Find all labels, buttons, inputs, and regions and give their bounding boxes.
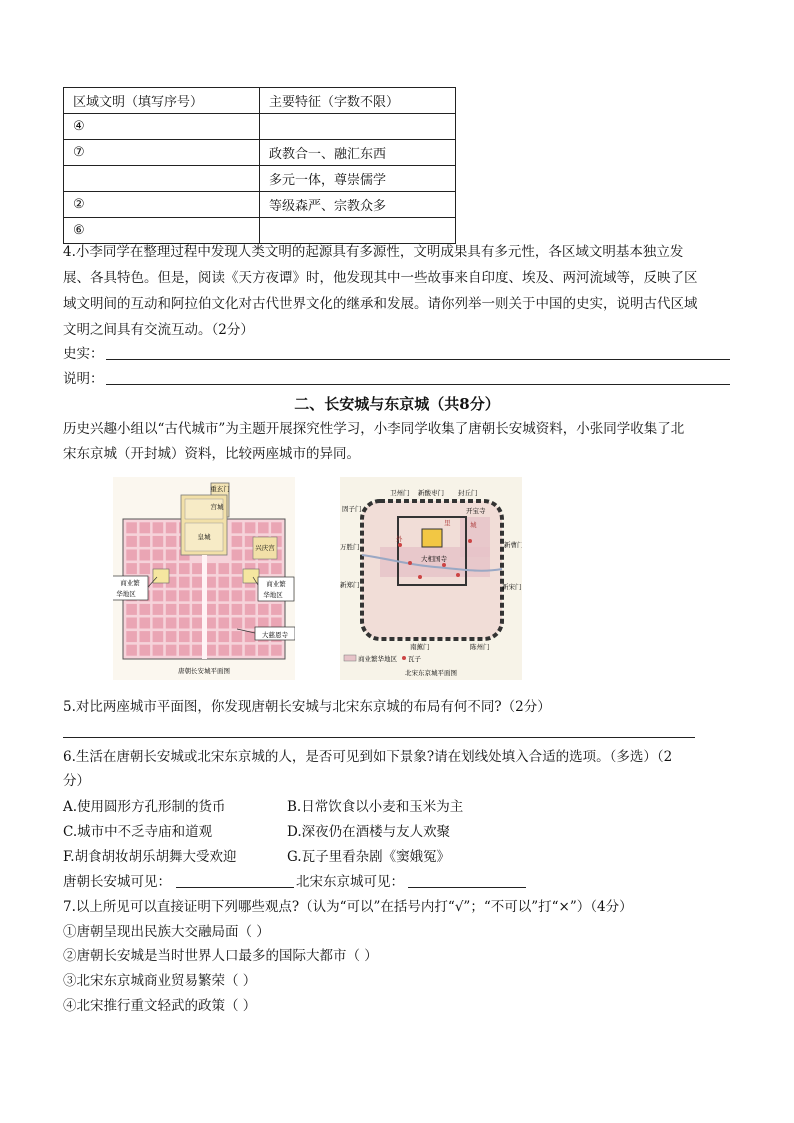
- dongjing-answer-line[interactable]: [408, 887, 526, 888]
- ward-block: [139, 549, 150, 561]
- legend-commercial: 商业繁华地区: [358, 655, 397, 663]
- ward-block: [245, 590, 256, 602]
- ward-block: [126, 549, 137, 561]
- map-label: 城: [470, 521, 477, 529]
- ward-block: [231, 617, 242, 629]
- ward-block: [218, 563, 229, 575]
- region-civilization-table: [63, 87, 456, 244]
- ward-block: [166, 590, 177, 602]
- q7-item[interactable]: ②唐朝长安城是当时世界人口最多的国际大都市（ ）: [63, 948, 378, 964]
- ward-block: [192, 576, 203, 588]
- gate-label: 封丘门: [458, 489, 478, 497]
- map-label: 皇城: [197, 533, 211, 541]
- ward-block: [245, 522, 256, 534]
- ward-block: [231, 563, 242, 575]
- ward-block: [126, 617, 137, 629]
- changan-map: [113, 477, 295, 680]
- q4-line: 域文明间的互动和阿拉伯文化对古代世界文化的继承和发展。请你列举一则关于中国的史实，说明古代区域: [63, 296, 698, 312]
- q6-line: 分）: [63, 773, 90, 789]
- ward-block: [139, 644, 150, 656]
- table-cell: 等级森严、宗教众多: [260, 192, 456, 218]
- ward-block: [192, 563, 203, 575]
- map-label: 大相国寺: [421, 555, 447, 563]
- ward-block: [126, 563, 137, 575]
- option-b: B.日常饮食以小麦和玉米为主: [287, 799, 464, 815]
- changan-map-graphic: [113, 477, 295, 680]
- gate-label: 卫州门: [390, 489, 410, 497]
- table-cell[interactable]: [64, 166, 260, 192]
- ward-block: [166, 536, 177, 548]
- dongjing-map-graphic: [340, 477, 522, 680]
- ward-block: [166, 604, 177, 616]
- ward-block: [152, 631, 163, 643]
- table-cell: ⑥: [64, 218, 260, 244]
- gate-label: 新曹门: [504, 541, 522, 549]
- map-callout-right: 商业繁: [266, 580, 286, 588]
- changan-answer-line[interactable]: [176, 887, 294, 888]
- ward-block: [139, 604, 150, 616]
- table-header-cell: 主要特征（字数不限）: [260, 88, 456, 114]
- ward-block: [166, 522, 177, 534]
- gate-label: 南薰门: [410, 643, 430, 651]
- ward-block: [139, 563, 150, 575]
- ward-block: [258, 522, 269, 534]
- map-caption: 唐朝长安城平面图: [178, 667, 230, 675]
- gate-label: 万胜门: [340, 543, 360, 551]
- ward-block: [258, 644, 269, 656]
- ward-block: [179, 631, 190, 643]
- legend-wazi: 瓦子: [408, 655, 421, 663]
- table-row: [64, 192, 456, 218]
- ward-block: [152, 549, 163, 561]
- gate-label: 陈州门: [470, 643, 490, 651]
- ward-block: [166, 617, 177, 629]
- map-label: 里: [444, 519, 451, 527]
- q7-item[interactable]: ④北宋推行重文轻武的政策（ ）: [63, 998, 257, 1014]
- ward-block: [152, 590, 163, 602]
- ward-block: [179, 604, 190, 616]
- intro-line: 历史兴趣小组以“古代城市”为主题开展探究性学习，小李同学收集了唐朝长安城资料，小张同学收集了北: [63, 421, 685, 437]
- table-cell: 政教合一、融汇东西: [260, 140, 456, 166]
- ward-block: [218, 644, 229, 656]
- section-title: 二、长安城与东京城（共8分）: [294, 395, 500, 413]
- table-cell: ②: [64, 192, 260, 218]
- ward-block: [152, 644, 163, 656]
- fact-answer-line[interactable]: [106, 359, 730, 360]
- ward-block: [126, 536, 137, 548]
- ward-block: [258, 604, 269, 616]
- q6-line: 6.生活在唐朝长安城或北宋东京城的人，是否可见到如下景象?请在划线处填入合适的选项。（多选）（2: [63, 749, 673, 765]
- option-g: G.瓦子里看杂剧《窦娥冤》: [287, 849, 451, 865]
- map-callout-pagoda: 大慈恩寺: [262, 631, 288, 639]
- ward-block: [179, 590, 190, 602]
- ward-block: [218, 576, 229, 588]
- ward-block: [179, 576, 190, 588]
- svg-text:华地区: 华地区: [263, 591, 283, 599]
- ward-block: [218, 604, 229, 616]
- map-callout-left: 商业繁: [120, 579, 140, 587]
- map-label: 兴庆宫: [255, 544, 275, 552]
- ward-block: [139, 522, 150, 534]
- table-row: [64, 140, 456, 166]
- table-cell: 多元一体，尊崇儒学: [260, 166, 456, 192]
- ward-block: [152, 522, 163, 534]
- ward-block: [271, 563, 282, 575]
- table-header-cell: 区域文明（填写序号）: [64, 88, 260, 114]
- map-caption: 北宋东京城平面图: [405, 669, 457, 677]
- ward-block: [179, 563, 190, 575]
- ward-block: [192, 590, 203, 602]
- table-cell[interactable]: [260, 114, 456, 140]
- svg-text:华地区: 华地区: [116, 590, 136, 598]
- q4-line: 文明之间具有交流互动。（2分）: [63, 322, 254, 338]
- ward-block: [126, 644, 137, 656]
- ward-block: [179, 644, 190, 656]
- ward-block: [231, 604, 242, 616]
- ward-block: [271, 522, 282, 534]
- map-label: 宫城: [210, 503, 224, 511]
- ward-block: [218, 631, 229, 643]
- q7-item[interactable]: ③北宋东京城商业贸易繁荣（ ）: [63, 973, 257, 989]
- ward-block: [126, 631, 137, 643]
- dongjing-answer-label: 北宋东京城可见：: [296, 874, 404, 890]
- map-label: 重玄门: [210, 485, 230, 493]
- q4-line: 4.小李同学在整理过程中发现人类文明的起源具有多源性，文明成果具有多元性，各区域文明基本独立发: [63, 244, 684, 260]
- ward-block: [258, 563, 269, 575]
- ward-block: [245, 644, 256, 656]
- ward-block: [218, 590, 229, 602]
- option-f: F.胡食胡妆胡乐胡舞大受欢迎: [63, 849, 237, 865]
- ward-block: [192, 644, 203, 656]
- ward-block: [166, 549, 177, 561]
- ward-block: [231, 522, 242, 534]
- ward-block: [192, 604, 203, 616]
- ward-block: [139, 536, 150, 548]
- ward-block: [231, 549, 242, 561]
- intro-line: 宋东京城（开封城）资料，比较两座城市的异同。: [63, 446, 360, 462]
- q5-answer-line[interactable]: [63, 737, 695, 738]
- ward-block: [245, 617, 256, 629]
- ward-block: [192, 631, 203, 643]
- ward-block: [152, 604, 163, 616]
- table-row: [64, 114, 456, 140]
- ward-block: [152, 536, 163, 548]
- ward-block: [231, 536, 242, 548]
- ward-block: [166, 644, 177, 656]
- changan-answer-label: 唐朝长安城可见：: [63, 874, 171, 890]
- gate-label: 新郑门: [340, 581, 360, 589]
- ward-block: [231, 644, 242, 656]
- ward-block: [231, 631, 242, 643]
- gate-label: 新宋门: [502, 583, 522, 591]
- ward-block: [166, 631, 177, 643]
- ward-block: [139, 617, 150, 629]
- dongjing-map: [340, 477, 522, 680]
- ward-block: [218, 617, 229, 629]
- q5-text: 5.对比两座城市平面图，你发现唐朝长安城与北宋东京城的布局有何不同?（2分）: [63, 699, 551, 715]
- map-label: 开宝寺: [466, 507, 486, 515]
- table-header-row: [64, 88, 456, 114]
- ward-block: [192, 617, 203, 629]
- ward-block: [271, 604, 282, 616]
- ward-block: [126, 522, 137, 534]
- gate-label: 新酸枣门: [418, 489, 444, 497]
- table-cell: ④: [64, 114, 260, 140]
- ward-block: [245, 604, 256, 616]
- ward-block: [179, 617, 190, 629]
- q7-item[interactable]: ①唐朝呈现出民族大交融局面（ ）: [63, 924, 270, 940]
- gate-label: 固子门: [342, 505, 362, 513]
- ward-block: [152, 617, 163, 629]
- explain-label: 说明：: [63, 371, 104, 387]
- explain-answer-line[interactable]: [106, 384, 730, 385]
- fact-label: 史实：: [63, 346, 104, 362]
- map-label: 外: [396, 535, 403, 543]
- table-cell: ⑦: [64, 140, 260, 166]
- ward-block: [126, 604, 137, 616]
- option-c: C.城市中不乏寺庙和道观: [63, 824, 213, 840]
- ward-block: [231, 590, 242, 602]
- table-row: [64, 166, 456, 192]
- ward-block: [139, 631, 150, 643]
- q7-stem: 7.以上所见可以直接证明下列哪些观点?（认为“可以”在括号内打“√”；“不可以”打“×”）（4分）: [63, 899, 633, 915]
- q4-line: 展、各具特色。但是，阅读《天方夜谭》时，他发现其中一些故事来自印度、埃及、两河流域等，反映了区: [63, 270, 698, 286]
- option-d: D.深夜仍在酒楼与友人欢聚: [287, 824, 451, 840]
- ward-block: [271, 644, 282, 656]
- ward-block: [231, 576, 242, 588]
- option-a: A.使用圆形方孔形制的货币: [63, 799, 226, 815]
